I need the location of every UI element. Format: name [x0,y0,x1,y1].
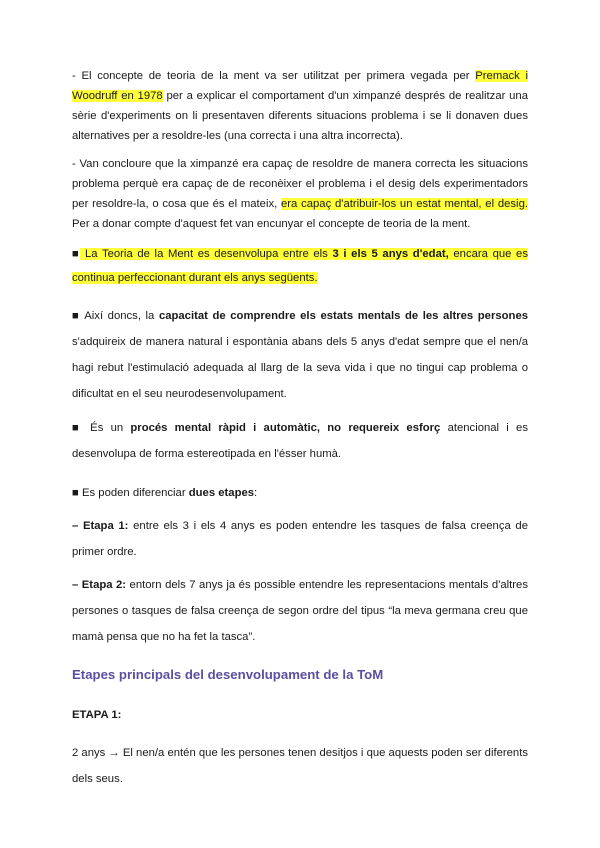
bold-text: – Etapa 2: [72,579,127,591]
paragraph-process [72,415,528,467]
subsection-heading: ETAPA 1: [72,709,122,721]
paragraph-text: : [254,487,258,499]
paragraph-text: És un [82,422,131,434]
paragraph-stage-2 [72,572,528,650]
paragraph-conclusion [72,154,528,234]
bold-text: 3 i els 5 anys d'edat, [332,248,449,260]
highlighted-text: encara que es continua perfeccionant durant els anys següents. [72,248,528,284]
paragraph-text: Per a donar compte d'aquest fet van encunyar el concepte de teoria de la ment. [72,218,471,230]
bold-text: procés mental ràpid i automàtic, no requereix esforç [130,422,441,434]
bullet-square-icon: ■ [72,487,79,499]
bold-text: capacitat de comprendre els estats mentals de les altres persones [158,310,529,322]
bold-text: dues etapes [188,487,255,499]
document-page [72,66,528,792]
paragraph-capacity [72,303,528,407]
section-heading: Etapes principals del desenvolupament de la ToM [72,667,384,682]
paragraph-age-range [72,242,528,290]
bullet-square-icon: ■ [72,422,83,434]
paragraph-text: Es poden diferenciar [78,487,189,499]
highlighted-text: Premack i Woodruff en 1978 [72,70,529,102]
paragraph-text: - Van concloure que la ximpanzé era capaç de resoldre de manera correcta les situacions problema perquè era capaç de de reconèixer el problema i el desig dels experimentadors per resoldre-la, o cosa que és el mateix, [72,158,528,210]
paragraph-text: entre els 3 i els 4 anys es poden entendre les tasques de falsa creença de primer ordre. [72,520,528,558]
highlighted-text: era capaç d'atribuir-los un estat mental, el desig. [281,198,528,210]
paragraph-text: s'adquireix de manera natural i espontània abans dels 5 anys d'edat sempre que el nen/a hagi rebut l'estimulació adequada al llarg de la seva vida i que no tingui cap problema o dificultat en el seu neurodesenvolupament. [72,336,528,400]
bullet-square-icon: ■ [72,248,81,260]
paragraph-two-years: 2 anys → El nen/a entén que les persones tenen desitjos i que aquests poden ser diferents dels seus. [72,747,528,785]
paragraph-text: entorn dels 7 anys ja és possible entendre les representacions mentals d'altres persones o tasques de falsa creença de segon ordre del tipus “la meva germana creu que mamà pensa que no ha fet la tasca”. [72,579,528,643]
paragraph-text: Així doncs, la [80,310,159,322]
paragraph-premack [72,66,528,146]
bullet-square-icon: ■ [72,310,81,322]
highlighted-text: La Teoria de la Ment es desenvolupa entre els [80,248,333,260]
paragraph-text: - El concepte de teoria de la ment va ser utilitzat per primera vegada per [72,70,476,82]
bold-text: – Etapa 1: [72,520,129,532]
paragraph-stages-intro [72,481,528,505]
paragraph-stage-1 [72,513,528,565]
paragraph-text: per a explicar el comportament d'un ximpanzé després de realitzar una sèrie d'experiments on li presentaven diferents situacions problema i se li donaven dues alternatives per a resoldre-les (una correcta i una altra incorrecta). [72,90,528,142]
paragraph-text: atencional i es desenvolupa de forma estereotipada en l'ésser humà. [72,422,528,460]
